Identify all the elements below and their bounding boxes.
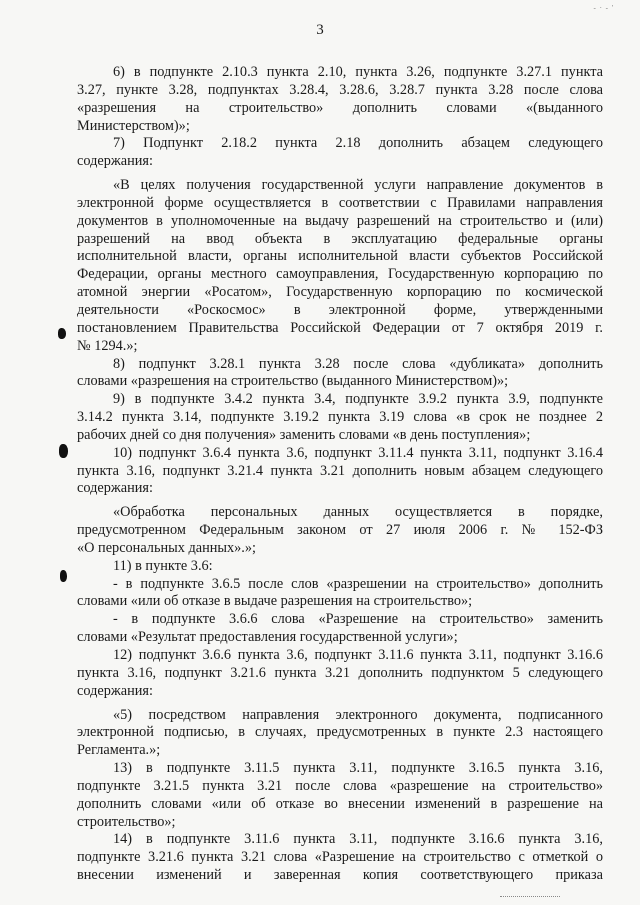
- text-line: рабочих дней со дня получения» заменить словами «в день поступления»;: [77, 426, 531, 443]
- ink-mark-icon: [60, 570, 67, 582]
- text-line: постановлением Правительства Российской Федерации от 7 октября 2019 г.: [77, 319, 603, 336]
- text-line: 3.27, пункте 3.28, подпунктах 3.28.4, 3.28.6, 3.28.7 пункта 3.28 после слова: [77, 81, 603, 98]
- text-line: 11) в пункте 3.6:: [113, 557, 213, 574]
- text-line: дополнить словами «или об отказе во внесении изменений в разрешение на: [77, 795, 603, 812]
- page-number: 3: [316, 22, 324, 38]
- text-line: документов в уполномоченные на выдачу разрешений на строительство и (или): [77, 212, 603, 229]
- text-line: «5) посредством направления электронного документа, подписанного: [113, 706, 603, 723]
- text-line: 13) в подпункте 3.11.5 пункта 3.11, подпункте 3.16.5 пункта 3.16,: [113, 760, 603, 777]
- text-line: предусмотренном Федеральным законом от 27 июля 2006 г. № 152-ФЗ: [77, 522, 603, 539]
- text-line: подпункте 3.21.5 пункта 3.21 после слова «разрешение на строительство»: [77, 777, 603, 794]
- text-line: 6) в подпункте 2.10.3 пункта 2.10, пункта 3.26, подпункте 3.27.1 пункта: [113, 64, 603, 80]
- text-line: - в подпункте 3.6.6 слова «Разрешение на строительство» заменить: [113, 611, 603, 628]
- text-line: исполнительной власти, органы исполнительной власти субъектов Российской: [77, 248, 603, 265]
- ink-mark-icon: [58, 328, 66, 339]
- text-line: «В целях получения государственной услуги направление документов в: [113, 177, 603, 194]
- text-line: разрешений на ввод объекта в эксплуатацию федеральные органы: [77, 230, 603, 247]
- text-line: внесении изменений и заверенная копия соответствующего приказа: [77, 867, 603, 884]
- text-line: 10) подпункт 3.6.4 пункта 3.6, подпункт 3.11.4 пункта 3.11, подпункт 3.16.4: [113, 444, 603, 461]
- text-line: 9) в подпункте 3.4.2 пункта 3.4, подпункте 3.9.2 пункта 3.9, подпункте: [113, 391, 603, 408]
- text-line: словами «или об отказе в выдаче разрешения на строительство»;: [77, 593, 473, 610]
- text-line: 12) подпункт 3.6.6 пункта 3.6, подпункт 3.11.6 пункта 3.11, подпункт 3.16.6: [113, 647, 603, 663]
- text-line: - в подпункте 3.6.5 после слов «разрешении на строительство» дополнить: [113, 575, 603, 592]
- text-line: подпункте 3.21.6 пункта 3.21 слова «Разрешение на строительство с отметкой о: [77, 849, 603, 866]
- text-line: Министерством)»;: [77, 117, 190, 134]
- text-line: 8) подпункт 3.28.1 пункта 3.28 после слова «дубликата» дополнить: [113, 355, 603, 372]
- ink-mark-icon: [59, 444, 68, 458]
- text-line: атомной энергии «Росатом», Государственную корпорацию по космической: [77, 284, 603, 301]
- text-line: Федерации, органы местного самоуправления, Государственную корпорацию по: [77, 266, 603, 283]
- text-line: электронной подписью, в случаях, предусмотренных в пункте 2.3 настоящего: [77, 724, 603, 741]
- text-line: «Обработка персональных данных осуществляется в порядке,: [113, 504, 603, 521]
- text-line: 7) Подпункт 2.18.2 пункта 2.18 дополнить абзацем следующего: [113, 135, 603, 152]
- text-line: содержания:: [77, 480, 153, 497]
- text-line: словами «Результат предоставления государственной услуги»;: [77, 629, 458, 646]
- document-body: [77, 64, 603, 885]
- scan-artifact-line: [500, 896, 560, 899]
- text-line: 14) в подпункте 3.11.6 пункта 3.11, подпункте 3.16.6 пункта 3.16,: [113, 831, 603, 848]
- text-line: № 1294.»;: [77, 337, 138, 354]
- text-line: содержания:: [77, 153, 153, 170]
- text-line: пункта 3.16, подпункт 3.21.4 пункта 3.21 дополнить новым абзацем следующего: [77, 462, 603, 479]
- scan-artifact: - · - ': [593, 4, 614, 12]
- text-line: содержания:: [77, 682, 153, 699]
- text-line: «разрешения на строительство» дополнить словами «(выданного: [77, 99, 603, 116]
- text-line: «О персональных данных».»;: [77, 539, 256, 556]
- text-line: деятельности «Роскосмос» в электронной форме, утвержденными: [77, 301, 603, 318]
- text-line: пункта 3.16, подпункт 3.21.6 пункта 3.21 дополнить подпунктом 5 следующего: [77, 664, 603, 681]
- text-line: словами «разрешения на строительство (выданного Министерством)»;: [77, 373, 509, 390]
- text-line: электронной форме осуществляется в соответствии с Правилами направления: [77, 194, 603, 211]
- text-line: 3.14.2 пункта 3.14, подпункте 3.19.2 пункта 3.19 слова «в срок не позднее 2: [77, 409, 603, 426]
- text-line: Регламента.»;: [77, 742, 161, 759]
- text-line: строительство»;: [77, 813, 176, 830]
